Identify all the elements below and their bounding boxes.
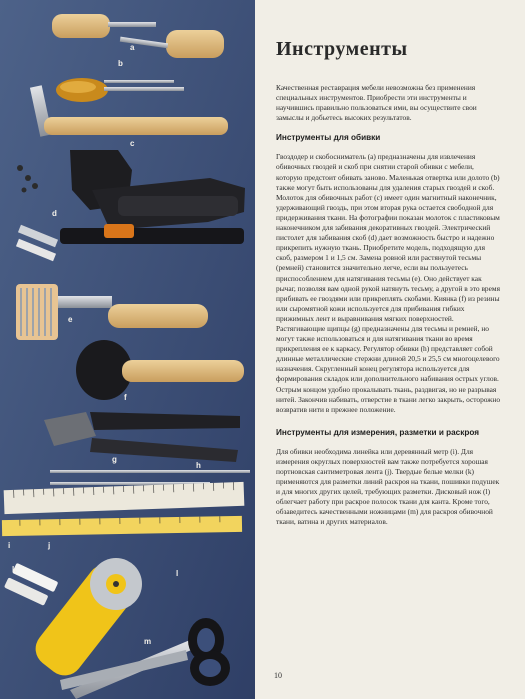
label-j: j	[48, 541, 51, 550]
tools-photo	[0, 0, 255, 699]
intro-paragraph: Качественная реставрация мебели невозможна без применения специальных инструментов. Приобрести эти инструменты и научившись правильно пользоваться ими, вы осуществите свои замыслы и добьетесь высоких результатов.	[276, 83, 477, 123]
label-c: c	[130, 139, 135, 148]
label-e: e	[68, 315, 73, 324]
label-k: k	[12, 565, 17, 574]
label-h: h	[196, 461, 201, 470]
label-f: f	[124, 393, 127, 402]
label-d: d	[52, 209, 57, 218]
label-g: g	[112, 455, 117, 464]
page-number: 10	[274, 671, 282, 680]
section-body-upholstery: Гвоздодер и скобосниматель (a) предназначены для извлечения обивочных гвоздей и скоб при снятии старой обивки с мебели, которую предстоит обивать заново. Маленькая отвертка или долото (b) также могут быть использованы для удаления старых гвоздей и скоб. Молоток для обивочных работ (c) имеет один магнитный наконечник, удерживающий гвоздь, при этом вторая рука остается свободной для придерживания ткани. На фотографии показан молоток с пластиковым наконечником для забивания декоративных гвоздей. Электрический пистолет для забивания скоб (d) дает возможность быстро и надежно прикрепить нужную ткань. Приобретите модель, подходящую для скоб, размером 1 и 1,5 см. Замена ровной или растянутой тесьмы (ремней) становится значительно легче, если вы пользуетесь приспособлением для натягивания тесьмы (e). Оно действует как рычаг, позволяя вам одной рукой натянуть тесьму, а другой в это время прибивать ее гвоздями или прикреплять скобами. Киянка (f) из резины или сыромятной кожи используется для прибивания гибких прижимных лент и выравнивания мягких поверхностей. Растягивающие щипцы (g) предназначены для тесьмы и ремней, но могут также использоваться и для натягивания ткани во время прикрепления ее к каркасу. Регулятор обивки (h) представляет собой длинные металлические стержни длиной 20,5 и 25,5 см многоцелевого назначения. Скругленный конец регулятора используется для формирования складок или дополнительного набивания острых углов. Острым концом удобно прокалывать ткань, раздвигая, но не разрывая нитей. Закончив набивать, отверстие в ткани легко закрыть, осторожно возвратив нити в прежнее положение.	[276, 152, 501, 414]
tools-illustration	[0, 0, 255, 699]
text-column	[276, 30, 502, 528]
section-heading-upholstery: Инструменты для обивки	[276, 133, 381, 143]
label-i: i	[8, 541, 11, 550]
label-a: a	[130, 43, 135, 52]
page-title: Инструменты	[276, 38, 408, 60]
label-b: b	[118, 59, 123, 68]
label-m: m	[144, 637, 152, 646]
section-heading-measuring: Инструменты для измерения, разметки и раскроя	[276, 427, 480, 437]
label-l: l	[176, 569, 179, 578]
section-body-measuring: Для обивки необходима линейка или деревянный метр (i). Для измерения округлых поверхностей вам также потребуется хорошая портновская сантиметровая лента (j). Твердые белые мелки (k) применяются для разметки линий раскроя на ткани, пошивки подушек и для многих других целей, требующих разметки. Дисковый нож (l) облегчает работу при раскрое полосок ткани для канта. Кроме того, обзаведитесь качественными ножницами (m) для раскроя обивочной ткани, ватина и других материалов.	[276, 446, 500, 527]
